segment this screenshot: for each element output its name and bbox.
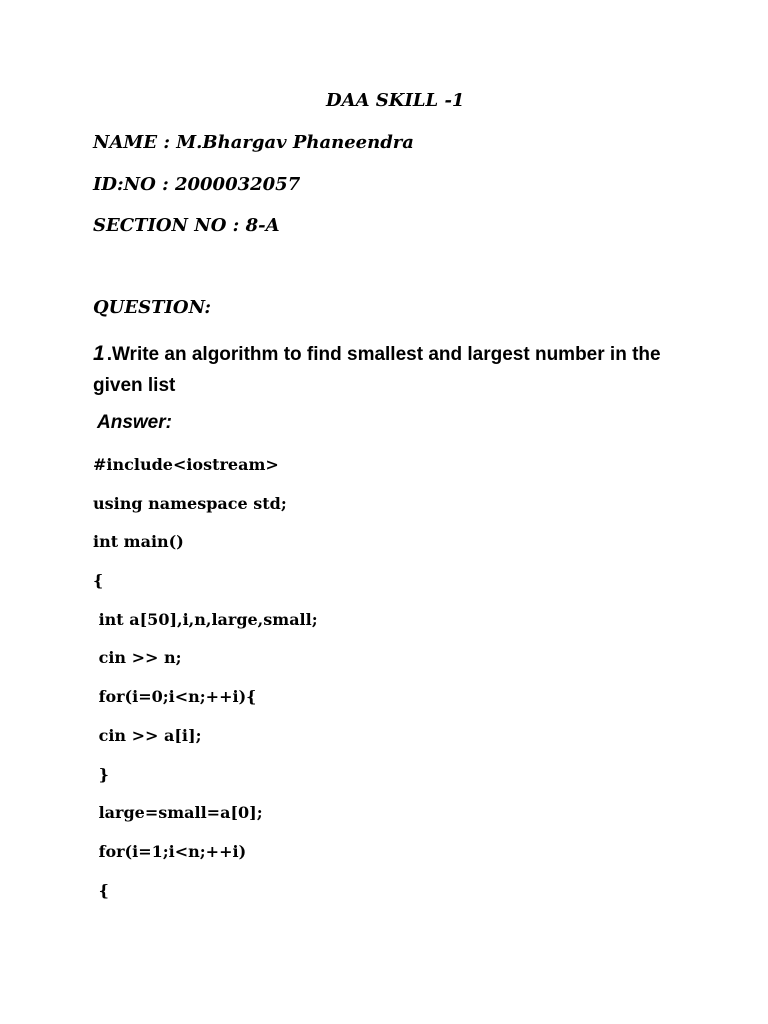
code-line: { [93,880,109,900]
code-line: cin >> a[i]; [93,725,202,745]
question-label: QUESTION: [93,297,212,318]
student-id: ID:NO : 2000032057 [93,174,301,195]
code-block [93,454,318,918]
question-text-block [93,338,693,401]
code-line: using namespace std; [93,493,287,513]
answer-label: Answer: [97,412,172,433]
code-line: cin >> n; [93,648,182,668]
code-line: for(i=0;i<n;++i){ [93,687,257,707]
code-line: large=small=a[0]; [93,803,263,823]
document-title: DAA SKILL -1 [326,90,465,111]
code-line: int main() [93,532,184,552]
code-line: #include<iostream> [93,455,279,474]
question-text: .Write an algorithm to find smallest and largest number in the given list [93,344,661,396]
student-name: NAME : M.Bhargav Phaneendra [93,132,414,153]
code-line: for(i=1;i<n;++i) [93,841,247,861]
section-number: SECTION NO : 8-A [93,215,280,236]
code-line: int a[50],i,n,large,small; [93,609,318,629]
code-line: } [93,764,109,784]
question-number: 1 [93,342,105,365]
code-line: { [93,571,104,591]
